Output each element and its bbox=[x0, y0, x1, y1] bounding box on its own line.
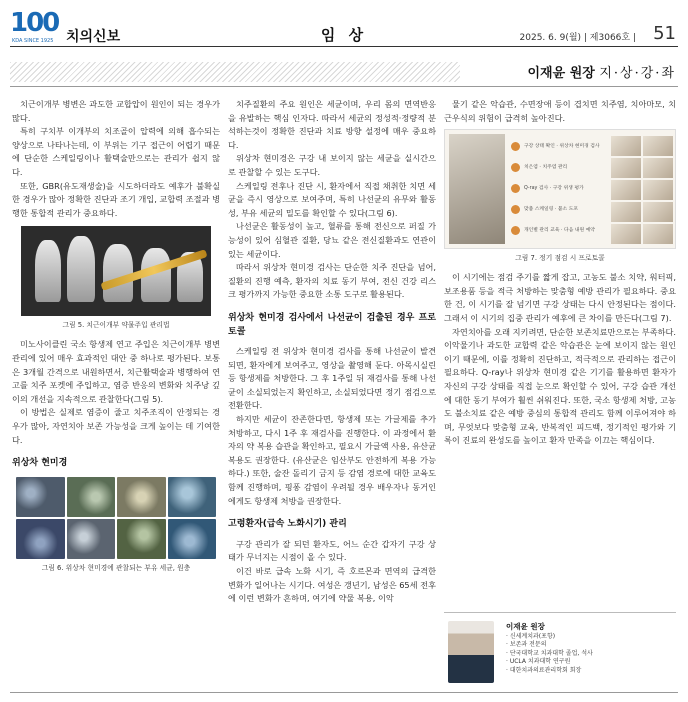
title-hatch-band bbox=[10, 62, 460, 82]
protocol-step: 맞춤 스케일링 · 불소 도포 bbox=[511, 199, 607, 220]
step-marker-icon bbox=[511, 163, 520, 172]
step-marker-icon bbox=[511, 142, 520, 151]
column-series-name: 지·상·강·좌 bbox=[599, 66, 676, 81]
author-profile bbox=[444, 612, 676, 690]
credential-item: · 단국대학교 치과대학 졸업, 석사 bbox=[506, 650, 674, 658]
paragraph: 하지만 세균이 잔존한다면, 항생제 또는 가글제를 추가 처방하고, 다시 1주 후 재검사를 진행한다. 이 과정에서 환자의 약 복용 습관을 확인하고, 필요시 가글액 사용, 유산균 복용도 권장한다. (유산균은 임산부도 안전하게 복용 가능하다.) 또한, 술잔 돌리기 금지 등 감염 경로에 대한 교육도 함께 진행하며, 핑퐁 감염이 우려될 경우 배우자나 동거인에게도 항생제 처방을 권장한다. bbox=[228, 414, 436, 506]
microscope-image bbox=[168, 477, 217, 517]
microscope-image bbox=[117, 477, 166, 517]
logo-subtitle: KDA SINCE 1925 bbox=[12, 38, 54, 44]
section-title: 임 상 bbox=[320, 26, 368, 44]
subheading: 위상차 현미경 bbox=[12, 458, 68, 469]
article-column-3 bbox=[444, 98, 676, 448]
paragraph: 위상차 현미경은 구강 내 보이지 않는 세균을 실시간으로 관찰할 수 있는 도구다. bbox=[228, 153, 436, 177]
microscope-image bbox=[168, 519, 217, 559]
thumbnail-image bbox=[611, 202, 641, 222]
credential-item: · 보존과 전문의 bbox=[506, 641, 674, 649]
issue-date: 2025. 6. 9(월) | 제3066호 | bbox=[519, 33, 636, 43]
paragraph: 또한, GBR(유도재생술)을 시도하더라도 예후가 불확실한 경우가 많아 정확한 진단과 조기 개입, 교합력 조절과 병행한 통합적 관리가 중요하다. bbox=[12, 180, 220, 218]
paragraph: 구강 관리가 잘 되던 환자도, 어느 순간 갑자기 구강 상태가 무너지는 시점이 올 수 있다. bbox=[228, 538, 436, 563]
step-marker-icon bbox=[511, 226, 520, 235]
page-number: 51 bbox=[653, 23, 676, 44]
protocol-step: 치은염 · 치주염 관리 bbox=[511, 157, 607, 178]
paragraph: 물기 같은 악습관, 수면장애 등이 겹치면 치주염, 치아마모, 치근우식의 위험이 급격히 높아진다. bbox=[444, 99, 676, 123]
thumbnail-image bbox=[611, 180, 641, 200]
author-name: 이재윤 원장 bbox=[506, 622, 545, 631]
microscope-image bbox=[16, 519, 65, 559]
logo-number: 100 bbox=[10, 8, 59, 38]
microscope-image bbox=[67, 519, 116, 559]
subheading: 고령환자(급속 노화시기) 관리 bbox=[228, 519, 347, 530]
paragraph: 치주질환의 주요 원인은 세균이며, 우리 몸의 면역반응을 유발하는 핵심 인자다. 따라서 세균의 정성적·정량적 분석하는것이 정확한 진단과 치료 방향 설정에 매우 중요하다. bbox=[228, 99, 436, 150]
paragraph: 특히 구치부 이개부의 치조골이 압력에 의해 흡수되는 양상으로 나타나는데, 이 부위는 기구 접근이 어렵기 때문에 단순한 스케일링이나 활택술만으로는 관리가 쉽지 않다. bbox=[12, 126, 220, 177]
paragraph: 스케일링 전 위상차 현미경 검사를 통해 나선균이 발견되면, 환자에게 보여주고, 영상을 촬영해 둔다. 아목시실린 등 항생제를 처방한다. 그 후 1주일 뒤 재검사를 통해 나선균이 소실되었는지 확인하고, 소실되었다면 정기 점검으로 전환한다. bbox=[228, 346, 436, 411]
tooth-shape bbox=[35, 240, 61, 302]
dentist-photo bbox=[449, 134, 505, 244]
paragraph: 이건 바로 급속 노화 시기, 즉 호르몬과 면역의 급격한 변화가 일어나는 시기다. 여성은 갱년기, 남성은 65세 전후에 이런 변화가 흔하며, 여기에 약물 복용, 이악 bbox=[228, 566, 436, 604]
article-column-1 bbox=[12, 98, 220, 581]
protocol-step: 개인별 관리 교육 · 다음 내원 예약 bbox=[511, 220, 607, 241]
page-header bbox=[0, 0, 688, 56]
paragraph: 이 시기에는 점검 주기를 짧게 잡고, 고농도 불소 치약, 워터픽, 보조용품 등을 적극 처방하는 맞춤형 예방 관리가 필요하다. 중요한 건, 이 시기를 잘 넘기면 구강 상태는 다시 안정된다는 점이다. 그래서 이 시기의 집중 관리가 예후에 큰 차이를 만든다(그림 7). bbox=[444, 272, 676, 323]
microscope-image bbox=[117, 519, 166, 559]
figure-7-caption: 그림 7. 정기 점검 시 프로토콜 bbox=[515, 254, 605, 263]
microscope-image bbox=[16, 477, 65, 517]
figure-7-protocol-infographic bbox=[444, 129, 676, 249]
thumbnail-image bbox=[611, 224, 641, 244]
microscope-image bbox=[67, 477, 116, 517]
column-author: 이재윤 원장 bbox=[527, 66, 595, 81]
step-marker-icon bbox=[511, 205, 520, 214]
figure-5-xray-image bbox=[21, 226, 211, 316]
protocol-steps bbox=[511, 136, 607, 241]
credential-item: · 신세계치과(포항) bbox=[506, 633, 674, 641]
newspaper-name: 치의신보 bbox=[66, 29, 121, 45]
thumbnail-image bbox=[643, 202, 673, 222]
thumbnail-image bbox=[643, 180, 673, 200]
thumbnail-image bbox=[643, 136, 673, 156]
paragraph: 나선균은 활동성이 높고, 혈류를 통해 전신으로 퍼질 가능성이 있어 심혈관 질환, 당뇨 같은 전신질환과도 연관이 있는 세균이다. bbox=[228, 221, 436, 259]
credential-item: · 대한치과의료관리학회 회장 bbox=[506, 667, 674, 675]
paragraph: 따라서 위상차 현미경 검사는 단순한 치주 진단을 넘어, 질환의 진행 예측, 환자의 치료 동기 부여, 전신 건강 리스크 평가까지 가능한 중요한 소통 도구로 활용된다. bbox=[228, 262, 436, 300]
author-credentials bbox=[506, 633, 674, 675]
header-divider bbox=[10, 46, 678, 47]
paragraph: 미노사이클린 국소 항생제 연고 주입은 치근이개부 병변 관리에 있어 매우 효과적인 대안 중 하나로 평가된다. 보통은 3개월 간격으로 내원하면서, 치근활택술과 병행하여 연고를 치주 포켓에 주입하고, 염증 반응의 변화와 치주낭 깊이의 개선을 지속적으로 관찰한다(그림 5). bbox=[12, 339, 220, 404]
thumbnail-image bbox=[643, 224, 673, 244]
figure-6-caption: 그림 6. 위상차 현미경에 관찰되는 부유 세균, 원충 bbox=[41, 563, 191, 572]
credential-item: · UCLA 치과대학 연구원 bbox=[506, 658, 674, 666]
paragraph: 치근이개부 병변은 과도한 교합압이 원인이 되는 경우가 많다. bbox=[12, 99, 220, 123]
figure-5-caption: 그림 5. 치근이개부 약물주입 관리법 bbox=[62, 321, 170, 330]
tooth-shape bbox=[67, 236, 95, 302]
article-column-2 bbox=[228, 98, 436, 606]
paragraph: 자연치아를 오래 지키려면, 단순한 보존치료만으로는 부족하다. 이악물기나 과도한 교합력 같은 악습관은 눈에 보이지 않는 원인이기 때문에, 이를 정확히 진단하고, 적극적으로 관리하는 접근이 필요하다. Q-ray나 위상차 현미경 같은 기기를 활용하면 환자가 자신의 구강 상태를 직접 눈으로 확인할 수 있어, 구강 습관 개선에 대한 동기 부여가 훨씬 쉬워진다. 또한, 국소 항생제 처방, 고농도 불소치료 같은 예방 중심의 통합적 관리도 함께 이루어져야 하며, 무엇보다 맞춤형 교육, 반복적인 피드백, 정기적인 평가와 기록이 진료의 완성도를 높이고 환자 만족을 이끄는 핵심이다. bbox=[444, 326, 676, 446]
paragraph: 스케일링 전후나 진단 시, 환자에서 직접 채취한 치면 세균을 즉시 영상으로 보여주며, 특히 나선균의 유무와 활동성, 부유 세균의 밀도를 확인할 수 있다(그림 6). bbox=[228, 180, 436, 218]
author-portrait bbox=[448, 621, 494, 683]
thumbnail-image bbox=[643, 158, 673, 178]
protocol-thumbnails bbox=[611, 136, 673, 244]
title-divider bbox=[10, 86, 678, 87]
protocol-step: Q-ray 검사 · 구강 위생 평가 bbox=[511, 178, 607, 199]
footer-divider bbox=[10, 692, 678, 693]
thumbnail-image bbox=[611, 136, 641, 156]
subheading: 위상차 현미경 검사에서 나선균이 검출된 경우 프로토콜 bbox=[228, 312, 436, 337]
figure-6-microscope-images bbox=[16, 477, 216, 559]
thumbnail-image bbox=[611, 158, 641, 178]
column-title bbox=[528, 62, 677, 82]
protocol-step: 구강 상태 확인 · 위상차 현미경 검사 bbox=[511, 136, 607, 157]
paragraph: 이 방법은 실제로 염증이 줄고 치주조직이 안정되는 경우가 많아, 자연치아 보존 가능성을 크게 높이는 데 기여한다. bbox=[12, 407, 220, 445]
step-marker-icon bbox=[511, 184, 520, 193]
